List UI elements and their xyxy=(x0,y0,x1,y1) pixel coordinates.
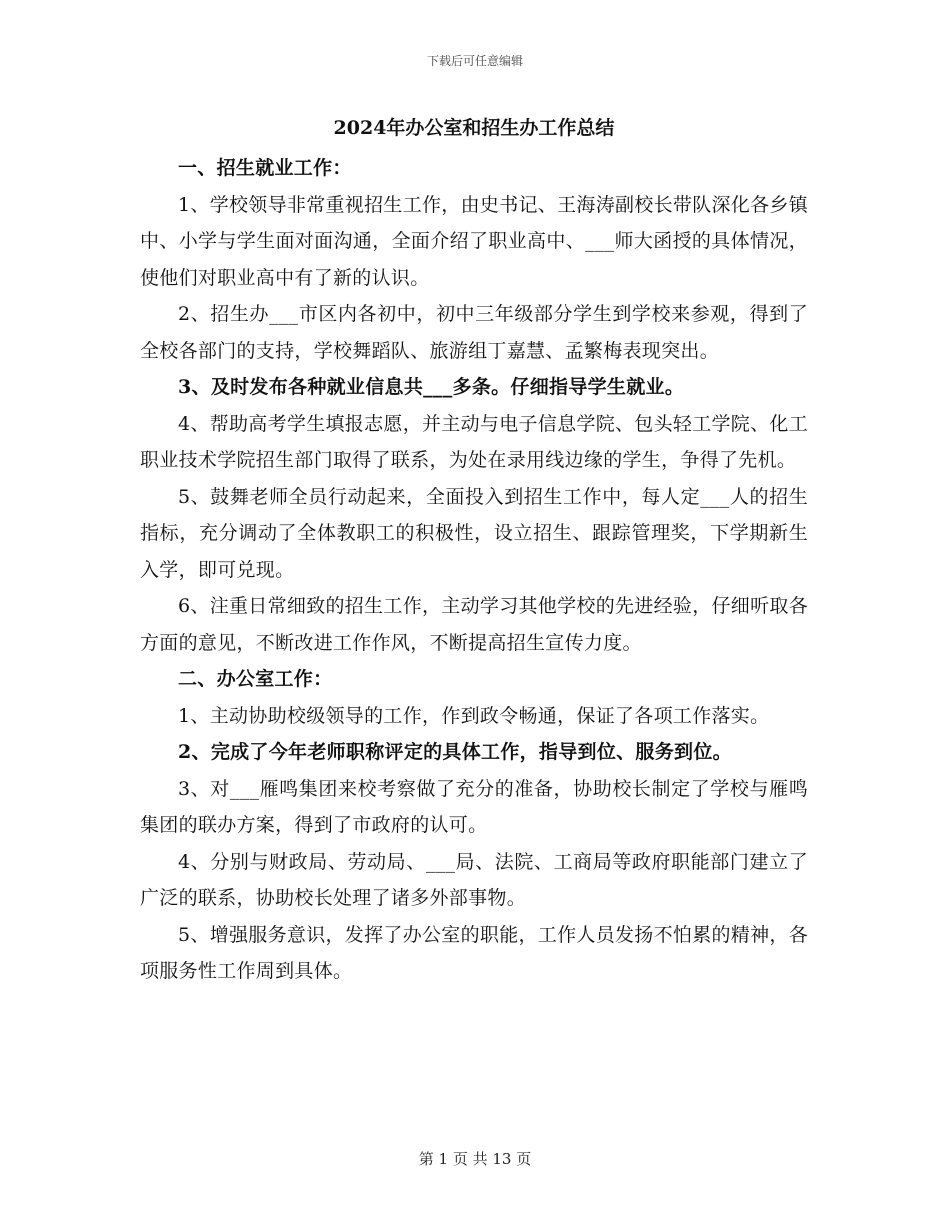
paragraph: 1、主动协助校级领导的工作，作到政令畅通，保证了各项工作落实。 xyxy=(178,704,770,727)
paragraph: 1、学校领导非常重视招生工作，由史书记、王海涛副校长带队深化各乡镇中、小学与学生面对面沟通，全面介绍了职业高中、___师大函授的具体情况，使他们对职业高中有了新的认识。 xyxy=(140,193,808,289)
section-heading: 2、完成了今年老师职称评定的具体工作，指导到位、服务到位。 xyxy=(178,741,732,763)
page-footer: 第 1 页 共 13 页 xyxy=(418,1150,532,1168)
page-header: 下载后可任意编辑 xyxy=(426,54,523,68)
paragraph: 2、招生办___市区内各初中，初中三年级部分学生到学校来参观，得到了全校各部门的支持，学校舞蹈队、旅游组丁嘉慧、孟繁梅表现突出。 xyxy=(140,303,808,362)
paragraph: 4、帮助高考学生填报志愿，并主动与电子信息学院、包头轻工学院、化工职业技术学院招生部门取得了联系，为处在录用线边缘的学生，争得了先机。 xyxy=(140,412,808,471)
document-title: 2024年办公室和招生办工作总结 xyxy=(333,117,615,139)
section-heading: 3、及时发布各种就业信息共___多条。仔细指导学生就业。 xyxy=(178,376,685,398)
paragraph: 6、注重日常细致的招生工作，主动学习其他学校的先进经验，仔细听取各方面的意见，不断改进工作作风，不断提高招生宣传力度。 xyxy=(140,595,808,654)
section-heading: 一、招生就业工作： xyxy=(178,157,352,179)
section-heading: 二、办公室工作： xyxy=(178,668,333,690)
paragraph: 5、鼓舞老师全员行动起来，全面投入到招生工作中，每人定___人的招生指标，充分调动了全体教职工的积极性，设立招生、跟踪管理奖，下学期新生入学，即可兑现。 xyxy=(140,485,808,581)
paragraph: 5、增强服务意识，发挥了办公室的职能，工作人员发扬不怕累的精神，各项服务性工作周到具体。 xyxy=(140,923,808,982)
paragraph: 4、分别与财政局、劳动局、___局、法院、工商局等政府职能部门建立了广泛的联系，协助校长处理了诸多外部事物。 xyxy=(140,850,808,909)
document-body xyxy=(140,112,808,990)
paragraph: 3、对___雁鸣集团来校考察做了充分的准备，协助校长制定了学校与雁鸣集团的联办方案，得到了市政府的认可。 xyxy=(140,777,808,836)
paragraph-list xyxy=(140,150,808,990)
